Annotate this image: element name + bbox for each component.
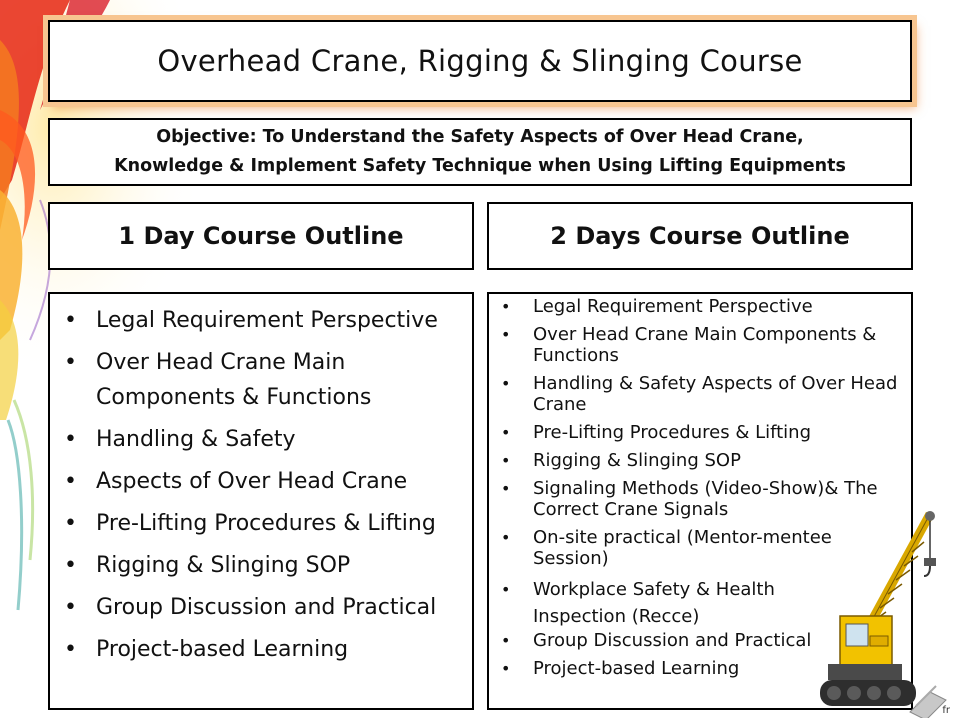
title-box [48, 20, 912, 102]
list-item: • Project-based Learning [495, 658, 903, 679]
list-item: • Workplace Safety & Health [495, 576, 903, 603]
list-item: • On-site practical (Mentor-mentee Session) [495, 527, 903, 569]
list-item: • Pre-Lifting Procedures & Lifting [495, 422, 903, 443]
list-item: • Pre-Lifting Procedures & Lifting [60, 506, 464, 541]
objective-line-1: Objective: To Understand the Safety Aspects of Over Head Crane, [156, 127, 804, 147]
list-item: • Over Head Crane Main Components & Functions [495, 324, 903, 366]
list-item: • Aspects of Over Head Crane [60, 464, 464, 499]
list-item: • Legal Requirement Perspective [60, 303, 464, 338]
list-item: • Rigging & Slinging SOP [495, 450, 903, 471]
list-item: • Project-based Learning [60, 632, 464, 667]
list-item: • Group Discussion and Practical [495, 630, 903, 651]
list-item: • Legal Requirement Perspective [495, 296, 903, 317]
one-day-heading-box [48, 202, 474, 270]
crane-icon [818, 496, 948, 718]
objective-line-2: Knowledge & Implement Safety Technique when Using Lifting Equipments [114, 156, 846, 176]
list-item: • Signaling Methods (Video-Show)& The Correct Crane Signals [495, 478, 903, 520]
list-item: • Rigging & Slinging SOP [60, 548, 464, 583]
list-item: • Group Discussion and Practical [60, 590, 464, 625]
list-item: • Handling & Safety Aspects of Over Head Crane [495, 373, 903, 415]
one-day-heading: 1 Day Course Outline [118, 222, 404, 250]
corner-mark: fr [942, 705, 950, 716]
one-day-outline-list [48, 292, 474, 710]
page-title: Overhead Crane, Rigging & Slinging Course [157, 44, 803, 78]
list-item: • Over Head Crane Main Components & Functions [60, 345, 464, 415]
two-days-heading-box [487, 202, 913, 270]
two-days-heading: 2 Days Course Outline [550, 222, 850, 250]
list-item: • Handling & Safety [60, 422, 464, 457]
objective-box [48, 118, 912, 186]
list-item-continued: Inspection (Recce) [533, 606, 700, 627]
